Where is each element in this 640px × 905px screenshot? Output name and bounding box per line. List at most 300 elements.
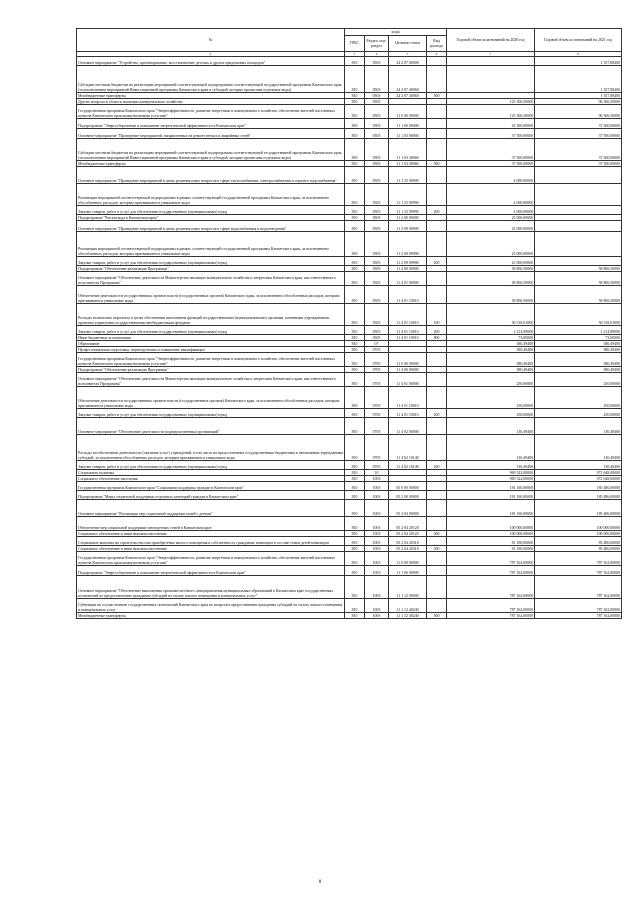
row-amount-2021: 58 806,50000 bbox=[535, 266, 622, 272]
row-target: 11 4 02 00000 bbox=[389, 418, 427, 435]
table-row bbox=[77, 257, 622, 266]
row-amount-2021: 37 500,00000 bbox=[535, 119, 622, 129]
row-amount-2021: 100 000,00000 bbox=[535, 531, 622, 537]
header-number: № bbox=[77, 29, 345, 52]
row-section: 0705 bbox=[365, 373, 389, 387]
row-grbs: 810 bbox=[345, 367, 365, 373]
row-amount-2021: 2 214,89000 bbox=[535, 326, 622, 335]
table-row bbox=[77, 566, 622, 576]
row-name: Подпрограмма "Меры социальной поддержки отдельных категорий граждан в Камчатском крае" bbox=[77, 491, 345, 500]
row-name: Закупка товаров, работ и услуг для обеспечения государственных (муниципальных) нужд bbox=[77, 257, 345, 266]
row-amount-2020: 25 000,00000 bbox=[447, 215, 535, 221]
row-amount-2020: 787 162,00000 bbox=[447, 576, 535, 599]
row-grbs: 810 bbox=[345, 66, 365, 93]
row-section: 0503 bbox=[365, 57, 389, 66]
row-name: Межбюджетные трансферты bbox=[77, 613, 345, 619]
row-amount-2021: 250,00000 bbox=[535, 409, 622, 418]
row-name: Подпрограмма "Энергосбережение и повышение энергетической эффективности в Камчатском крае" bbox=[77, 119, 345, 129]
row-grbs: 810 bbox=[345, 272, 365, 286]
row-amount-2021: 73,00000 bbox=[535, 335, 622, 341]
row-grbs: 810 bbox=[345, 221, 365, 232]
row-grbs: 810 bbox=[345, 491, 365, 500]
row-grbs: 810 bbox=[345, 347, 365, 353]
table-row bbox=[77, 221, 622, 232]
row-name: Реализация мероприятий соответствующей подпрограммы в рамках соответствующей государственной программы Камчатского края, за исключением обособленных расходов, которым присваиваются уникальные коды bbox=[77, 184, 345, 206]
table-row bbox=[77, 552, 622, 566]
row-amount-2020: 380,49400 bbox=[447, 367, 535, 373]
row-expense-type: 500 bbox=[427, 161, 447, 167]
row-target: 11 4 00 00000 bbox=[389, 266, 427, 272]
row-grbs: 810 bbox=[345, 599, 365, 613]
row-amount-2021: 1 357,88400 bbox=[535, 93, 622, 99]
row-section: 0705 bbox=[365, 347, 389, 353]
column-number: 7 bbox=[447, 52, 535, 57]
row-amount-2021: 787 162,00000 bbox=[535, 576, 622, 599]
row-grbs: 810 bbox=[345, 184, 365, 206]
row-target: 11 4 01 10010 bbox=[389, 387, 427, 409]
table-row bbox=[77, 500, 622, 517]
row-grbs: 810 bbox=[345, 304, 365, 326]
row-grbs: 810 bbox=[345, 482, 365, 491]
row-amount-2021: 96 306,50000 bbox=[535, 99, 622, 105]
row-section: 0505 bbox=[365, 105, 389, 119]
row-amount-2021 bbox=[535, 167, 622, 184]
row-expense-type: 200 bbox=[427, 409, 447, 418]
row-expense-type: 200 bbox=[427, 326, 447, 335]
row-target: 11 4 01 00000 bbox=[389, 272, 427, 286]
row-section: 0705 bbox=[365, 353, 389, 367]
table-row bbox=[77, 409, 622, 418]
row-name: Субсидии местным бюджетам на реализацию мероприятий соответствующей подпрограммы соответствующей государственной программы Камчатского края (за исключением мероприятий Инвестиционной программы Камчатского края и субсидий, которые прописаны отдельные коды) bbox=[77, 139, 345, 161]
row-section: 0505 bbox=[365, 335, 389, 341]
table-row bbox=[77, 167, 622, 184]
row-grbs: 810 bbox=[345, 167, 365, 184]
table-row bbox=[77, 387, 622, 409]
row-amount-2020: 181 160,00000 bbox=[447, 482, 535, 491]
column-number: 4 bbox=[365, 52, 389, 57]
row-section: 1003 bbox=[365, 576, 389, 599]
row-amount-2020: 787 162,00000 bbox=[447, 552, 535, 566]
row-section: 0505 bbox=[365, 266, 389, 272]
row-amount-2020: 787 162,00000 bbox=[447, 613, 535, 619]
row-expense-type bbox=[427, 537, 447, 546]
row-name: Субсидии местным бюджетам на реализацию мероприятий соответствующей подпрограммы соответствующей государственной программы Камчатского края (за исключением мероприятий Инвестиционной программы Камчатского края и субсидий, которые прописаны отдельные коды) bbox=[77, 66, 345, 93]
table-row bbox=[77, 599, 622, 613]
row-section: 0505 bbox=[365, 286, 389, 304]
header-2020: Годовой объем ассигнований на 2020 год bbox=[447, 29, 535, 52]
budget-table bbox=[76, 28, 622, 619]
row-target: 11 4 01 10010 bbox=[389, 286, 427, 304]
row-name: Основное мероприятие "Обеспечение деятельности подведомственных организаций" bbox=[77, 418, 345, 435]
row-grbs: 810 bbox=[345, 286, 365, 304]
row-name: Государственная программа Камчатского края "Энергоэффективность, развитие энергетики и коммунального хозяйства, обеспечение жителей населенных пунктов Камчатского края коммунальными услугами" bbox=[77, 105, 345, 119]
row-section: 0705 bbox=[365, 387, 389, 409]
row-name: Закупка товаров, работ и услуг для обеспечения государственных (муниципальных) нужд bbox=[77, 326, 345, 335]
row-section: 10 bbox=[365, 470, 389, 476]
row-expense-type bbox=[427, 482, 447, 491]
row-target: 11 1 00 00000 bbox=[389, 119, 427, 129]
row-grbs: 810 bbox=[345, 341, 365, 347]
row-section: 1003 bbox=[365, 566, 389, 576]
row-name: Основное мероприятие "Проведение мероприятий, направленных на ремонт ветхих и аварийных сетей" bbox=[77, 129, 345, 139]
row-target: 11 1 12 40240 bbox=[389, 599, 427, 613]
row-expense-type bbox=[427, 517, 447, 531]
row-section: 0505 bbox=[365, 99, 389, 105]
row-expense-type bbox=[427, 599, 447, 613]
row-name: Расходы на обеспечение деятельности (оказание услуг) учреждений, в том числе на предоставление государственным бюджетным и автономным учреждениям субсидий, за исключением обособленных расходов, которым присваиваются уникальные коды bbox=[77, 435, 345, 461]
table-row bbox=[77, 461, 622, 470]
row-name: Социальное обеспечение и иные выплаты населению bbox=[77, 546, 345, 552]
row-amount-2020: 58 806,50000 bbox=[447, 266, 535, 272]
row-amount-2021: 380,49400 bbox=[535, 347, 622, 353]
row-amount-2021: 1 357,88400 bbox=[535, 66, 622, 93]
row-section: 1003 bbox=[365, 531, 389, 537]
row-expense-type: 100 bbox=[427, 304, 447, 326]
row-name: Закупка товаров, работ и услуг для обеспечения государственных (муниципальных) нужд bbox=[77, 461, 345, 470]
row-name: Расходы на выплаты персоналу в целях обеспечения выполнения функций государственными (муниципальными) органами, казенными учреждениями, органами управления государственными внебюджетными фондами bbox=[77, 304, 345, 326]
row-grbs: 810 bbox=[345, 215, 365, 221]
row-amount-2021: 96 306,50000 bbox=[535, 105, 622, 119]
row-grbs: 810 bbox=[345, 105, 365, 119]
row-grbs: 810 bbox=[345, 139, 365, 161]
row-grbs: 810 bbox=[345, 232, 365, 257]
row-grbs: 810 bbox=[345, 335, 365, 341]
row-section: 0505 bbox=[365, 184, 389, 206]
row-section: 0505 bbox=[365, 129, 389, 139]
row-section: 1003 bbox=[365, 491, 389, 500]
row-amount-2021 bbox=[535, 232, 622, 257]
row-name: Образование bbox=[77, 341, 345, 347]
row-target: 05 2 04 20120 bbox=[389, 531, 427, 537]
row-expense-type: 200 bbox=[427, 206, 447, 215]
table-row bbox=[77, 304, 622, 326]
row-section: 0705 bbox=[365, 435, 389, 461]
row-amount-2021: 130,49400 bbox=[535, 461, 622, 470]
row-grbs: 810 bbox=[345, 206, 365, 215]
row-expense-type: 200 bbox=[427, 461, 447, 470]
row-amount-2021 bbox=[535, 184, 622, 206]
row-amount-2021: 85 486,00000 bbox=[535, 537, 622, 546]
row-amount-2020: 380,49400 bbox=[447, 341, 535, 347]
header-2021: Годовой объем ассигнований на 2021 год bbox=[535, 29, 622, 52]
row-section: 0505 bbox=[365, 257, 389, 266]
row-target: 11 4 02 10140 bbox=[389, 461, 427, 470]
row-name: Обеспечение деятельности государственных органов власти (государственных органов) Камчатского края, за исключением обособленных расходов, которым присваиваются уникальные коды bbox=[77, 286, 345, 304]
row-amount-2020: 25 000,00000 bbox=[447, 257, 535, 266]
table-header bbox=[77, 29, 622, 57]
row-target: 11 1 03 40060 bbox=[389, 161, 427, 167]
row-target: 11 4 01 10010 bbox=[389, 409, 427, 418]
row-expense-type bbox=[427, 221, 447, 232]
table-row bbox=[77, 435, 622, 461]
row-section: 0705 bbox=[365, 409, 389, 418]
row-grbs: 810 bbox=[345, 552, 365, 566]
row-expense-type bbox=[427, 119, 447, 129]
row-amount-2020 bbox=[447, 57, 535, 66]
row-target: 05 0 00 00000 bbox=[389, 482, 427, 491]
row-name: Основное мероприятие "Устройство, проектирование, восстановление детских и других придомовых площадок" bbox=[77, 57, 345, 66]
row-expense-type bbox=[427, 435, 447, 461]
row-amount-2021: 58 806,50000 bbox=[535, 272, 622, 286]
row-amount-2021: 185 486,00000 bbox=[535, 482, 622, 491]
row-section: 0505 bbox=[365, 304, 389, 326]
row-section: 0505 bbox=[365, 326, 389, 335]
row-amount-2020: 58 806,50000 bbox=[447, 286, 535, 304]
row-amount-2020 bbox=[447, 66, 535, 93]
row-name: Реализация мероприятий соответствующей подпрограммы в рамках соответствующей государственной программы Камчатского края, за исключением обособленных расходов, которым присваиваются уникальные коды bbox=[77, 232, 345, 257]
row-grbs: 810 bbox=[345, 418, 365, 435]
row-amount-2020: 130,49400 bbox=[447, 435, 535, 461]
row-expense-type bbox=[427, 286, 447, 304]
row-target: 11 0 00 00000 bbox=[389, 353, 427, 367]
row-grbs: 810 bbox=[345, 517, 365, 531]
row-name: Закупка товаров, работ и услуг для обеспечения государственных (муниципальных) нужд bbox=[77, 206, 345, 215]
row-grbs: 810 bbox=[345, 537, 365, 546]
row-amount-2020: 130,49400 bbox=[447, 461, 535, 470]
row-expense-type bbox=[427, 139, 447, 161]
row-amount-2020: 125 306,50000 bbox=[447, 99, 535, 105]
row-grbs: 810 bbox=[345, 613, 365, 619]
row-amount-2020: 250,00000 bbox=[447, 409, 535, 418]
row-expense-type: 800 bbox=[427, 335, 447, 341]
row-amount-2020: 969 322,00000 bbox=[447, 470, 535, 476]
table-row bbox=[77, 119, 622, 129]
row-section: 0705 bbox=[365, 461, 389, 470]
column-number: 5 bbox=[389, 52, 427, 57]
row-amount-2021: 1 357,88400 bbox=[535, 57, 622, 66]
row-expense-type bbox=[427, 167, 447, 184]
row-name: Закупка товаров, работ и услуг для обеспечения государственных (муниципальных) нужд bbox=[77, 409, 345, 418]
row-section: 0505 bbox=[365, 161, 389, 167]
row-expense-type: 200 bbox=[427, 257, 447, 266]
row-amount-2020: 58 806,50000 bbox=[447, 272, 535, 286]
row-name: Иные бюджетные ассигнования bbox=[77, 335, 345, 341]
row-name: Основное мероприятие "Обеспечение деятельности Министерства жилищно-коммунального хозяйства и энергетики Камчатского края, как ответственного исполнителя Программы" bbox=[77, 373, 345, 387]
row-amount-2021: 380,49400 bbox=[535, 367, 622, 373]
row-target: 05 2 04 20310 bbox=[389, 546, 427, 552]
row-amount-2021: 85 486,00000 bbox=[535, 546, 622, 552]
row-target: 11 1 25 09990 bbox=[389, 184, 427, 206]
table-row bbox=[77, 373, 622, 387]
row-target: 11 1 03 00000 bbox=[389, 129, 427, 139]
row-expense-type bbox=[427, 500, 447, 517]
row-expense-type bbox=[427, 129, 447, 139]
row-expense-type bbox=[427, 184, 447, 206]
row-grbs: 810 bbox=[345, 409, 365, 418]
row-expense-type bbox=[427, 576, 447, 599]
row-amount-2020: 100 000,00000 bbox=[447, 531, 535, 537]
row-target: 11 2 09 09990 bbox=[389, 232, 427, 257]
row-grbs: 810 bbox=[345, 373, 365, 387]
row-name: Подпрограмма "Энергосбережение и повышение энергетической эффективности в Камчатском крае" bbox=[77, 566, 345, 576]
row-target: 11 4 01 10010 bbox=[389, 304, 427, 326]
row-amount-2020: 787 162,00000 bbox=[447, 599, 535, 613]
row-section: 1003 bbox=[365, 546, 389, 552]
row-grbs: 810 bbox=[345, 531, 365, 537]
row-section: 1003 bbox=[365, 517, 389, 531]
row-amount-2021: 787 162,00000 bbox=[535, 552, 622, 566]
row-section: 0505 bbox=[365, 119, 389, 129]
row-name: Подпрограмма "Обеспечение реализации Программы" bbox=[77, 367, 345, 373]
row-grbs: 810 bbox=[345, 99, 365, 105]
row-name: Основное мероприятие "Обеспечение выполнения органами местного самоуправления муниципальных образований в Камчатском крае государственных полномочий по предоставлению гражданам субсидий на оплату жилого помещения и коммунальных услуг" bbox=[77, 576, 345, 599]
row-name: Межбюджетные трансферты bbox=[77, 161, 345, 167]
row-amount-2020: 969 322,00000 bbox=[447, 476, 535, 482]
row-grbs: 810 bbox=[345, 161, 365, 167]
row-target: 11 2 09 09990 bbox=[389, 257, 427, 266]
row-amount-2020: 130,49400 bbox=[447, 418, 535, 435]
row-amount-2021: 100 000,00000 bbox=[535, 517, 622, 531]
row-target: 05 2 04 20120 bbox=[389, 517, 427, 531]
row-target: 11 2 09 00000 bbox=[389, 221, 427, 232]
row-amount-2020: 250,00000 bbox=[447, 387, 535, 409]
row-amount-2020: 37 500,00000 bbox=[447, 139, 535, 161]
row-amount-2020: 73,00000 bbox=[447, 335, 535, 341]
row-name: Основное мероприятие "Проведение мероприятий в целях решения иных вопросов в сфере водоснабжения и водоотведения" bbox=[77, 221, 345, 232]
row-name: Обеспечение деятельности государственных органов власти (государственных органов) Камчатского края, за исключением обособленных расходов, которым присваиваются уникальные коды bbox=[77, 387, 345, 409]
page-number: 8 bbox=[318, 880, 322, 885]
row-grbs: 810 bbox=[345, 93, 365, 99]
table-row bbox=[77, 232, 622, 257]
row-amount-2020: 41 500,00000 bbox=[447, 119, 535, 129]
row-amount-2020: 4 000,00000 bbox=[447, 184, 535, 206]
row-name: Государственная программа Камчатского края "Энергоэффективность, развитие энергетики и коммунального хозяйства, обеспечение жителей населенных пунктов Камчатского края коммунальными услугами" bbox=[77, 353, 345, 367]
row-grbs: 810 bbox=[345, 257, 365, 266]
row-target: 11 1 00 00000 bbox=[389, 566, 427, 576]
row-target: 11 2 00 00000 bbox=[389, 215, 427, 221]
row-amount-2020: 380,49400 bbox=[447, 347, 535, 353]
row-grbs: 810 bbox=[345, 129, 365, 139]
row-amount-2021: 37 500,00000 bbox=[535, 139, 622, 161]
row-expense-type bbox=[427, 491, 447, 500]
row-target: 11 0 00 00000 bbox=[389, 552, 427, 566]
row-amount-2020: 37 500,00000 bbox=[447, 129, 535, 139]
row-grbs: 810 bbox=[345, 353, 365, 367]
row-target: 11 4 01 10010 bbox=[389, 326, 427, 335]
row-name: Субвенции на осуществление государственных полномочий Камчатского края по вопросам предоставления гражданам субсидий на оплату жилого помещения и коммунальных услуг bbox=[77, 599, 345, 613]
row-name: Социальное обеспечение населения bbox=[77, 476, 345, 482]
row-section: 1003 bbox=[365, 613, 389, 619]
table-row bbox=[77, 139, 622, 161]
row-amount-2020: 4 000,00000 bbox=[447, 206, 535, 215]
row-name: Основное мероприятие "Реализация мер социальной поддержки семей с детьми" bbox=[77, 500, 345, 517]
row-grbs: 810 bbox=[345, 266, 365, 272]
row-amount-2020: 81 160,00000 bbox=[447, 546, 535, 552]
budget-document bbox=[76, 28, 621, 619]
row-expense-type: 300 bbox=[427, 531, 447, 537]
row-section: 0505 bbox=[365, 206, 389, 215]
header-target: Целевая статья bbox=[389, 36, 427, 52]
row-amount-2021: 380,49400 bbox=[535, 353, 622, 367]
row-target: 11 1 12 00000 bbox=[389, 576, 427, 599]
row-amount-2021: 787 162,00000 bbox=[535, 613, 622, 619]
row-section: 0505 bbox=[365, 139, 389, 161]
table-row bbox=[77, 482, 622, 491]
row-target: 24 2 07 00000 bbox=[389, 57, 427, 66]
table-row bbox=[77, 272, 622, 286]
row-amount-2020: 181 160,00000 bbox=[447, 491, 535, 500]
row-name: Социальная политика bbox=[77, 470, 345, 476]
row-name: Обеспечение мер социальной поддержки многодетных семей в Камчатском крае bbox=[77, 517, 345, 531]
row-amount-2020: 81 160,00000 bbox=[447, 537, 535, 546]
row-section: 1003 bbox=[365, 537, 389, 546]
row-target: 11 0 00 00000 bbox=[389, 105, 427, 119]
row-amount-2021: 185 486,00000 bbox=[535, 491, 622, 500]
row-amount-2021: 972 648,00000 bbox=[535, 476, 622, 482]
row-target: 11 4 00 00000 bbox=[389, 367, 427, 373]
row-expense-type bbox=[427, 373, 447, 387]
row-target: 24 2 07 40060 bbox=[389, 93, 427, 99]
row-section: 0705 bbox=[365, 367, 389, 373]
row-expense-type bbox=[427, 232, 447, 257]
row-amount-2021: 130,49400 bbox=[535, 418, 622, 435]
row-expense-type bbox=[427, 418, 447, 435]
header-grbs: ГРБС bbox=[345, 36, 365, 52]
row-amount-2021: 380,49400 bbox=[535, 341, 622, 347]
table-row bbox=[77, 537, 622, 546]
table-row bbox=[77, 517, 622, 531]
header-expense-type: Вид расхода bbox=[427, 36, 447, 52]
row-section: 0505 bbox=[365, 215, 389, 221]
row-amount-2021: 58 806,50000 bbox=[535, 286, 622, 304]
row-amount-2020: 380,49400 bbox=[447, 353, 535, 367]
row-name: Подпрограмма "Обеспечение реализации Программы" bbox=[77, 266, 345, 272]
row-target: 05 2 04 20310 bbox=[389, 537, 427, 546]
row-section: 0705 bbox=[365, 418, 389, 435]
column-number: 8 bbox=[535, 52, 622, 57]
table-row bbox=[77, 326, 622, 335]
row-grbs: 810 bbox=[345, 476, 365, 482]
row-target: 24 2 07 40060 bbox=[389, 66, 427, 93]
row-amount-2021: 250,00000 bbox=[535, 373, 622, 387]
column-number: 2 bbox=[77, 52, 345, 57]
row-name: Другие вопросы в области жилищно-коммунального хозяйства bbox=[77, 99, 345, 105]
row-amount-2020: 125 306,50000 bbox=[447, 105, 535, 119]
row-amount-2021: 37 500,00000 bbox=[535, 129, 622, 139]
row-target: 05 2 04 00000 bbox=[389, 500, 427, 517]
column-number: 3 bbox=[345, 52, 365, 57]
row-target: 11 4 01 00000 bbox=[389, 373, 427, 387]
row-name: Социальные выплаты на строительство или приобретение жилого помещения в собственность гражданам, имеющим в составе семьи детей-инвалидов bbox=[77, 537, 345, 546]
row-name: Основное мероприятие "Проведение мероприятий в целях решения иных вопросов в сфере теплоснабжения, электроснабжения и горячего водоснабжения" bbox=[77, 167, 345, 184]
row-section: 07 bbox=[365, 341, 389, 347]
row-amount-2020: 37 500,00000 bbox=[447, 161, 535, 167]
row-grbs: 810 bbox=[345, 326, 365, 335]
row-grbs: 810 bbox=[345, 435, 365, 461]
row-grbs: 810 bbox=[345, 470, 365, 476]
row-section: 1003 bbox=[365, 476, 389, 482]
row-section: 0505 bbox=[365, 167, 389, 184]
row-target: 11 1 03 40060 bbox=[389, 139, 427, 161]
row-expense-type bbox=[427, 353, 447, 367]
row-section: 0503 bbox=[365, 93, 389, 99]
table-row bbox=[77, 286, 622, 304]
table-row bbox=[77, 66, 622, 93]
row-expense-type: 500 bbox=[427, 93, 447, 99]
table-body bbox=[77, 57, 622, 619]
row-target: 11 1 12 40240 bbox=[389, 613, 427, 619]
row-amount-2021: 130,49400 bbox=[535, 435, 622, 461]
table-row bbox=[77, 613, 622, 619]
row-amount-2020: 250,00000 bbox=[447, 373, 535, 387]
row-expense-type bbox=[427, 66, 447, 93]
row-grbs: 810 bbox=[345, 461, 365, 470]
row-amount-2020: 2 214,89000 bbox=[447, 326, 535, 335]
row-expense-type bbox=[427, 566, 447, 576]
row-grbs: 810 bbox=[345, 119, 365, 129]
header-codes: коды bbox=[345, 29, 447, 36]
row-name: Профессиональная подготовка, переподготовка и повышение квалификации bbox=[77, 347, 345, 353]
